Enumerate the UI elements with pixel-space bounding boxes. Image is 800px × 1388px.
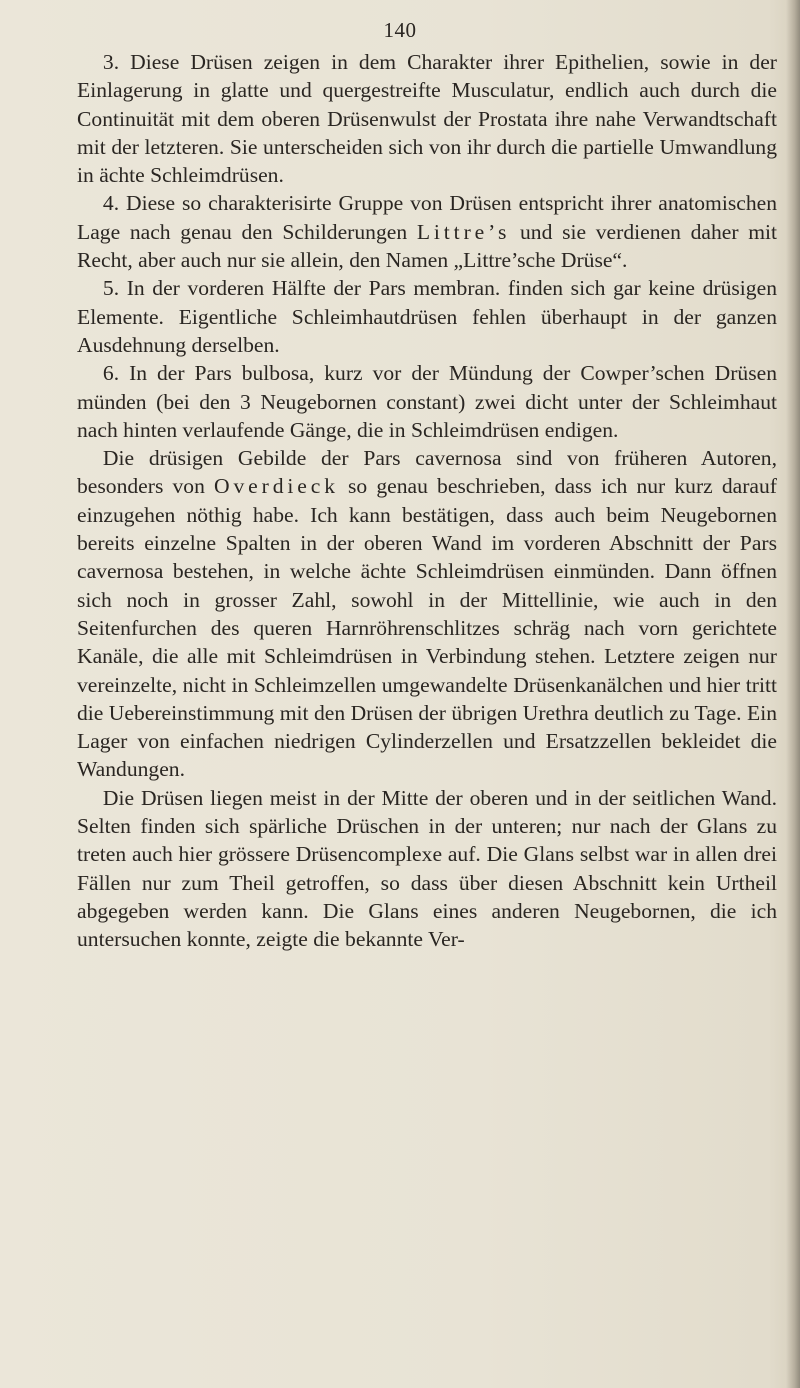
paragraph-8-text: Die Drüsen liegen meist in der Mitte der oberen und in der seitlichen Wand. Selten finden sich spärliche Drüschen in der unteren; nur nach der Glans zu treten auch hier grössere Drüsencomplexe auf. Die Glans selbst war in allen drei Fällen nur zum Theil getroffen, so dass über diesen Abschnitt kein Urtheil abgegeben werden kann. Die Glans eines anderen Neugebornen, die ich untersuchen konnte, zeigte die bekannte Ver- — [77, 785, 777, 952]
author-name-littre: Littre’s — [416, 219, 511, 244]
paragraph-4-text-start: 4. Diese so charakterisirte Gruppe von Drüsen entspricht ihrer anatomischen Lage nach genau den Schilderungen — [77, 191, 777, 244]
author-name-overdieck: Overdieck — [213, 474, 339, 499]
paragraph-5 — [77, 274, 777, 359]
page-number: 140 — [383, 18, 417, 42]
paragraph-6-text: 6. In der Pars bulbosa, kurz vor der Mündung der Cowper’schen Drüsen münden (bei den 3 Neugebornen constant) zwei dicht unter der Schleimhaut nach hinten verlaufende Gänge, die in Schleimdrüsen endigen. — [77, 361, 777, 442]
paragraph-3 — [77, 48, 777, 189]
paragraph-3-text: 3. Diese Drüsen zeigen in dem Charakter ihrer Epithelien, sowie in der Einlagerung in glatte und quergestreifte Musculatur, endlich auch durch die Continuität mit dem oberen Drüsenwulst der Prostata ihre nahe Verwandtschaft mit der letzteren. Sie unterscheiden sich von ihr durch die partielle Umwandlung in ächte Schleimdrüsen. — [77, 50, 777, 188]
page-edge-shadow — [786, 0, 800, 1388]
paragraph-5-text: 5. In der vorderen Hälfte der Pars membran. finden sich gar keine drüsigen Elemente. Eigentliche Schleimhautdrüsen fehlen überhaupt in der ganzen Ausdehnung derselben. — [77, 276, 777, 357]
paragraph-8 — [77, 784, 777, 954]
body-text — [77, 48, 777, 954]
paragraph-7 — [77, 444, 777, 784]
paragraph-6 — [77, 359, 777, 444]
paragraph-4-text-end: und sie verdienen daher mit Recht, aber auch nur sie allein, den Namen „Littre’sche Drüse“. — [77, 219, 777, 273]
paragraph-4 — [77, 189, 777, 274]
paragraph-7-text-end: so genau beschrieben, dass ich nur kurz darauf einzugehen nöthig habe. Ich kann bestätigen, dass auch beim Neugebornen bereits einzelne Spalten in der oberen Wand im vorderen Abschnitt der Pars cavernosa bestehen, in welche ächte Schleimdrüsen einmünden. Dann öffnen sich noch in grosser Zahl, sowohl in der Mittellinie, wie auch in den Seitenfurchen des queren Harnröhrenschlitzes schräg nach vorn gerichtete Kanäle, die alle mit Schleimdrüsen in Verbindung stehen. Letztere zeigen nur vereinzelte, nicht in Schleimzellen umgewandelte Drüsenkanälchen und hier tritt die Uebereinstimmung mit den Drüsen der übrigen Urethra deutlich zu Tage. Ein Lager von einfachen niedrigen Cylinderzellen und Ersatzzellen bekleidet die Wandungen. — [77, 474, 777, 782]
paragraph-7-text-start: Die drüsigen Gebilde der Pars cavernosa sind von früheren Autoren, besonders von — [77, 446, 777, 499]
